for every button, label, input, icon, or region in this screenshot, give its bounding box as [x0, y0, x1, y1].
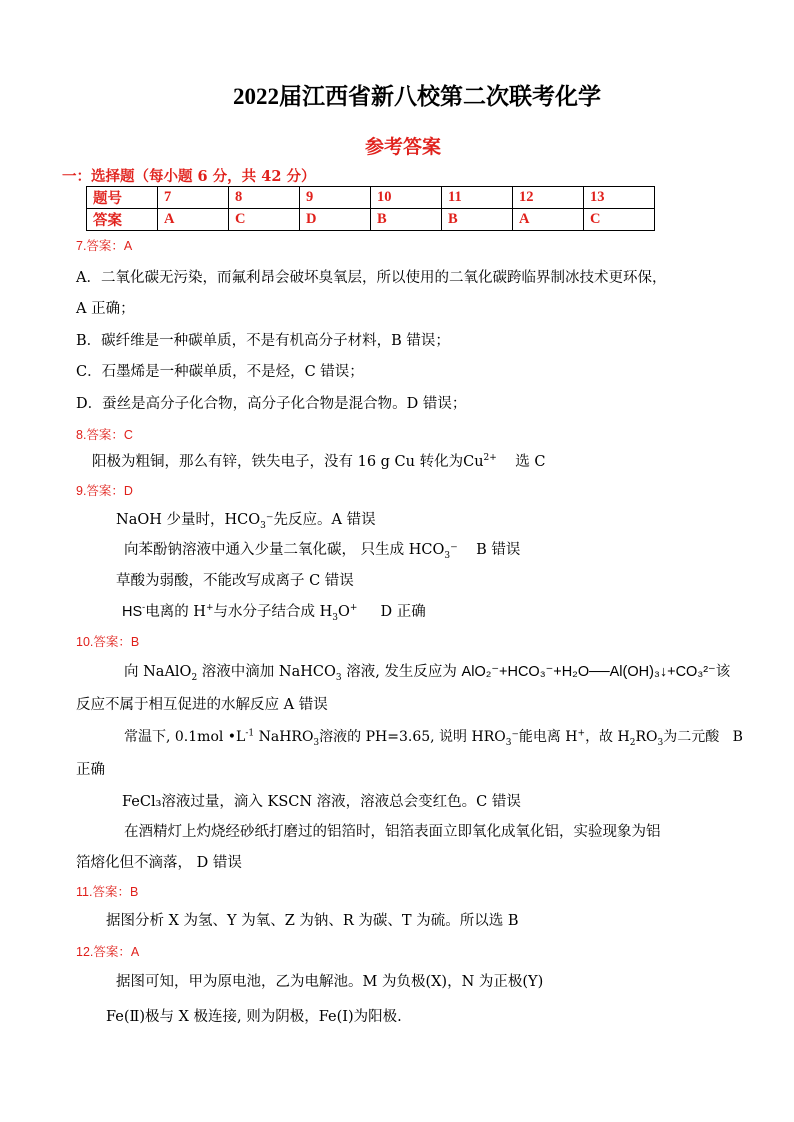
table-cell: 7 [158, 187, 229, 209]
q9-a-tail: ⁻先反应。A 错误 [265, 512, 376, 528]
q8-charge: 2+ [483, 453, 497, 464]
table-cell: A [158, 209, 229, 231]
q10-line-a2: 反应不属于相互促进的水解反应 A 错误 [76, 697, 328, 713]
q10-line-b1 [124, 726, 743, 748]
q10-line-c: FeCl₃溶液过量，滴入 KSCN 溶液，溶液总会变红色。C 错误 [122, 794, 521, 810]
q9-d-text2: 与水分子结合成 H [213, 604, 333, 620]
q7-option-a-line2: A 正确； [76, 301, 135, 317]
q9-d-hs: HS [122, 604, 143, 620]
table-cell: 题号 [87, 187, 158, 209]
q10-b1-s1: -1 [245, 728, 255, 739]
q9-b-charge: ⁻ [450, 542, 458, 558]
q8-answer-heading: 8.答案：C [76, 428, 133, 442]
q10-b1-s4: + [577, 728, 586, 739]
table-cell: 10 [371, 187, 442, 209]
q12-line-1: 据图可知，甲为原电池，乙为电解池。M 为负极(X)，N 为正极(Y) [116, 974, 544, 990]
q10-a1-t4: 该 [715, 664, 731, 680]
q10-a1-t1: 向 NaAlO [124, 664, 192, 680]
table-cell: D [300, 209, 371, 231]
q10-line-b2: 正确 [76, 762, 105, 778]
table-cell: A [513, 209, 584, 231]
q9-d-o-charge: + [349, 603, 358, 614]
q10-line-d2: 箔熔化但不滴落， D 错误 [76, 855, 242, 871]
q10-a1-s2: 3 [335, 672, 342, 683]
q9-line-c: 草酸为弱酸，不能改写成离子 C 错误 [116, 573, 354, 589]
q9-answer-heading: 9.答案：D [76, 484, 133, 498]
q9-b-text: 向苯酚钠溶液中通入少量二氧化碳， 只生成 HCO [124, 542, 445, 558]
table-cell: 12 [513, 187, 584, 209]
q10-a1-t3: 溶液, 发生反应为 [341, 664, 462, 680]
q9-d-sub: 3 [332, 612, 339, 623]
q9-d-verdict: D 正确 [380, 604, 426, 620]
q9-a-sub: 3 [260, 520, 266, 531]
q10-a1-t2: 溶液中滴加 NaHCO [197, 664, 336, 680]
q7-option-d: D．蚕丝是高分子化合物，高分子化合物是混合物。D 错误； [76, 396, 467, 412]
table-row [87, 187, 655, 209]
q10-b1-t7: 为二元酸 [663, 729, 720, 745]
table-cell: 8 [229, 187, 300, 209]
q9-b-sub: 3 [444, 550, 451, 561]
q11-answer-heading: 11.答案：B [76, 885, 139, 899]
table-cell: C [229, 209, 300, 231]
table-cell: B [371, 209, 442, 231]
q10-b1-t6: RO [635, 729, 658, 745]
q11-explanation: 据图分析 X 为氢、Y 为氧、Z 为钠、R 为碳、T 为硫。所以选 B [106, 913, 519, 929]
answer-table [86, 186, 655, 231]
q10-b1-s3: 3 [505, 737, 512, 748]
q9-d-text1: 电离的 H [145, 604, 206, 620]
q12-line-2: Fe(Ⅱ)极与 X 极连接, 则为阴极，Fe(Ⅰ)为阳极. [106, 1009, 402, 1025]
q10-line-d1: 在酒精灯上灼烧经砂纸打磨过的铝箔时，铝箔表面立即氧化成氧化铝，实验现象为铝 [124, 824, 661, 840]
q10-b1-verdict: B [732, 729, 743, 745]
q9-d-hs-charge: - [142, 603, 146, 614]
q10-b1-s2: 3 [313, 737, 320, 748]
q9-a-text: NaOH 少量时，HCO [116, 512, 261, 528]
q10-b1-t3: 溶液的 PH=3.65, 说明 HRO [319, 729, 506, 745]
q9-line-d [122, 600, 426, 623]
q7-option-c: C．石墨烯是一种碳单质，不是烃，C 错误； [76, 364, 364, 380]
q9-d-h-charge: + [205, 603, 214, 614]
table-cell: 11 [442, 187, 513, 209]
page-title: 2022届江西省新八校第二次联考化学 [233, 84, 601, 109]
q9-b-verdict: B 错误 [476, 542, 521, 558]
q10-b1-t5: ，故 H [585, 729, 630, 745]
q10-equation: AlO₂⁻+HCO₃⁻+H₂O──Al(OH)₃↓+CO₃²⁻ [461, 664, 716, 680]
q10-line-a1 [124, 660, 730, 683]
table-row [87, 209, 655, 231]
q9-line-a [116, 508, 376, 531]
q10-answer-heading: 10.答案：B [76, 635, 140, 649]
q12-answer-heading: 12.答案：A [76, 945, 140, 959]
table-cell: 13 [584, 187, 655, 209]
q7-option-b: B．碳纤维是一种碳单质，不是有机高分子材料，B 错误； [76, 333, 450, 349]
table-cell: B [442, 209, 513, 231]
q8-explanation [92, 450, 545, 471]
q9-line-b [124, 538, 520, 561]
q8-choice: 选 C [515, 454, 546, 470]
q10-b1-s6: 3 [657, 737, 664, 748]
q10-b1-t4: ⁻能电离 H [511, 729, 578, 745]
table-cell: 答案 [87, 209, 158, 231]
q10-b1-t2: NaHRO [254, 729, 314, 745]
q9-d-o: O [338, 604, 350, 620]
page-subtitle: 参考答案 [364, 136, 441, 158]
section-heading: 一：选择题（每小题 6 分，共 42 分） [62, 168, 316, 185]
table-cell: 9 [300, 187, 371, 209]
q7-answer-heading: 7.答案：A [76, 239, 133, 253]
q10-b1-s5: 2 [629, 737, 636, 748]
q10-a1-s1: 2 [191, 672, 198, 683]
table-cell: C [584, 209, 655, 231]
q10-b1-t1: 常温下, 0.1mol •L [124, 729, 246, 745]
q8-text: 阳极为粗铜，那么有锌，铁失电子，没有 16 g Cu 转化为Cu [92, 454, 484, 470]
q7-option-a-line1: A．二氧化碳无污染，而氟利昂会破坏臭氧层，所以使用的二氧化碳跨临界制冰技术更环保， [76, 270, 667, 286]
